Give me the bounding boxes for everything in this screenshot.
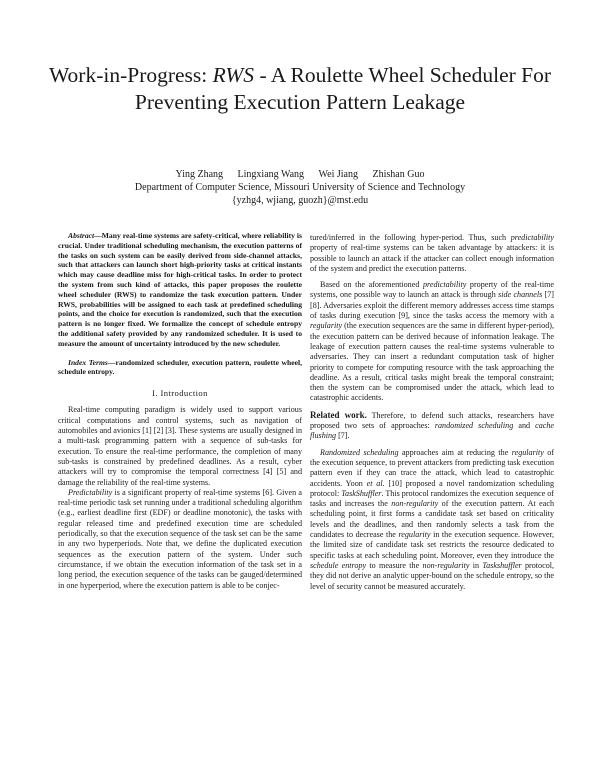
para-text: in the execution sequence. However, the limited size of candidate task set restricts the resource dedicated to specific tasks at each scheduling point. Moreover, even they introduce the [310,530,554,560]
para-text: of the execution pattern. At each scheduling point, it first forms a candidate task set based on criticality levels and the deadlines, and then randomly selects a task from the candidates to decrease the [310,499,555,540]
right-paragraph-1 [310,233,554,274]
right-paragraph-4 [310,448,554,592]
para-text: approaches aim at reducing the [398,447,512,457]
para-text: [10] proposed a novel randomization scheduling protocol: [310,478,554,498]
related-work-label: Related work. [310,409,367,420]
em-text: et al. [366,478,385,488]
title-italic: RWS [212,63,255,87]
em-text: predictability [510,233,554,242]
affiliation: Department of Computer Science, Missouri University of Science and Technology [134,182,466,193]
para-text: of the execution sequence, to prevent attackers from predicting task execution pattern even if they can trace the attack, which lead to catastrophic accidents. Yoon [310,447,555,488]
em-text: regularity [398,530,431,540]
em-text: regularity [511,447,544,457]
title-rest: - A Roulette Wheel Scheduler For Preventing Execution Pattern Leakage [134,63,552,114]
right-column [310,233,554,592]
em-text: non-regularity [422,560,470,570]
index-terms-text: —randomized scheduler, execution pattern, roulette wheel, schedule entropy. [58,357,303,377]
em-text: randomized scheduling [434,421,514,431]
em-text: Predictability [68,487,113,497]
title-lead: Work-in-Progress: [48,63,213,87]
author-block [40,168,560,207]
em-text: predictability [422,280,467,290]
abstract [58,231,302,349]
para-text: (the execution sequences are the same in different hyper-period), the execution pattern can be derived because of information leakage. The leakage of execution pattern causes the real-time systems vulnerable to adversaries. They can insert a redundant computation task of higher priority to compete for computing resource with the task approaching the deadline. As a result, critical tasks might break the temporal constraint; then the system can be compromised under the attack, which lead to catastrophic accidents. [310,321,554,403]
para-text: [7]. [336,431,350,441]
index-terms [58,358,302,378]
author-names [40,168,560,181]
em-text: TaskShuffler [341,488,382,498]
para-text: . This protocol randomizes the execution sequence of tasks and increases the [310,488,554,509]
para-text: tured/inferred in the following hyper-period. Thus, such [310,233,511,242]
right-paragraph-2 [310,280,554,404]
abstract-text: —Many real-time systems are safety-critical, where reliability is crucial. Under traditional scheduling mechanism, the execution patterns of the tasks on such system can be easily derived from side-channel attacks, such that attackers can launch short high-priority tasks at critical instants which may cause deadline miss for high-critical tasks. In order to protect the system from such kind of attacks, this paper proposes the roulette wheel scheduler (RWS) to randomize the task execution pattern. Under RWS, probabilities will be assigned to each task at predefined scheduling points, and the choice for execution is randomized, such that the execution pattern is no longer fixed. We formalize the concept of schedule entropy the additional safety provided by any randomized scheduler. It is used to measure the amount of uncertainty introduced by the new scheduler. [58,231,302,348]
para-text: Based on the aforementioned [320,280,423,290]
para-text: Therefore, to defend such attacks, researchers have proposed two sets of approaches: [310,410,554,431]
em-text: side channels [498,290,543,300]
para-text: [7] [8]. Adversaries exploit the different memory addresses access time stamps of tasks during execution [9], since the tasks access the memory with a [310,290,554,321]
author-name: Lingxiang Wang [237,169,305,180]
para-text: property of the real-time systems, one possible way to launch an attack is through [310,280,554,300]
author-name: Wei Jiang [318,169,358,180]
para-text: to measure the [366,560,423,570]
em-text: cache flushing [310,421,555,441]
author-name: Zhishan Guo [372,169,425,180]
section-heading: I. Introduction [152,388,208,399]
em-text: non-regularity [391,499,439,509]
intro-paragraph-2 [58,488,302,591]
paper-title [40,62,560,116]
abstract-label: Abstract [68,231,95,240]
em-text: schedule entropy [310,560,367,570]
em-text: Taskshuffler [482,560,522,570]
para-text: property of real-time systems can be taken advantage by attackers: it is possible to launch an attack if the attacker can collect enough information of the system and predict the execution patterns. [310,243,554,273]
emails: {yzhg4, wjiang, guozh}@mst.edu [231,195,369,206]
left-column [58,231,302,591]
para-text: protocol, they did not derive an analytic upper-bound on the schedule entropy, so the level of security cannot be measured accurately. [310,560,555,591]
para-text: is a significant property of real-time systems [6]. Given a real-time periodic task set running under a traditional scheduling algorithm (e.g., earliest deadline first (EDF) or deadline monotonic), the tasks with regular released time and predefined execution time are scheduled periodically, so that the execution sequence of the task set can be the same in any two hyperperiods. Note that, we define the duplicated execution sequences as the execution pattern of the system. Under such circumstance, if we obtain the execution information of the task set in a long period, the execution sequence of the tasks can be gauged/determined in one hyperperiod, where the execution pattern is able to be conjec- [58,487,302,590]
related-work-paragraph [310,410,554,442]
em-text: regularity [310,321,343,331]
intro-paragraph-1: Real-time computing paradigm is widely used to support various critical computations and control systems, such as navigation of automobiles and avionics [1] [2] [3]. These systems are usually designed in a multi-task programming pattern with a sequence of sub-tasks for execution. To ensure the real-time performance, the completion of many sub-tasks is constrained by predefined deadlines. As a result, cyber attackers will try to compromise the temporal correctness [4] [5] and damage the reliability of the real-time systems. [58,405,302,487]
para-text: in [469,560,483,570]
index-terms-label: Index Terms [68,357,108,367]
para-text: and [513,421,536,431]
em-text: Randomized scheduling [320,447,399,457]
author-name: Ying Zhang [175,169,224,180]
